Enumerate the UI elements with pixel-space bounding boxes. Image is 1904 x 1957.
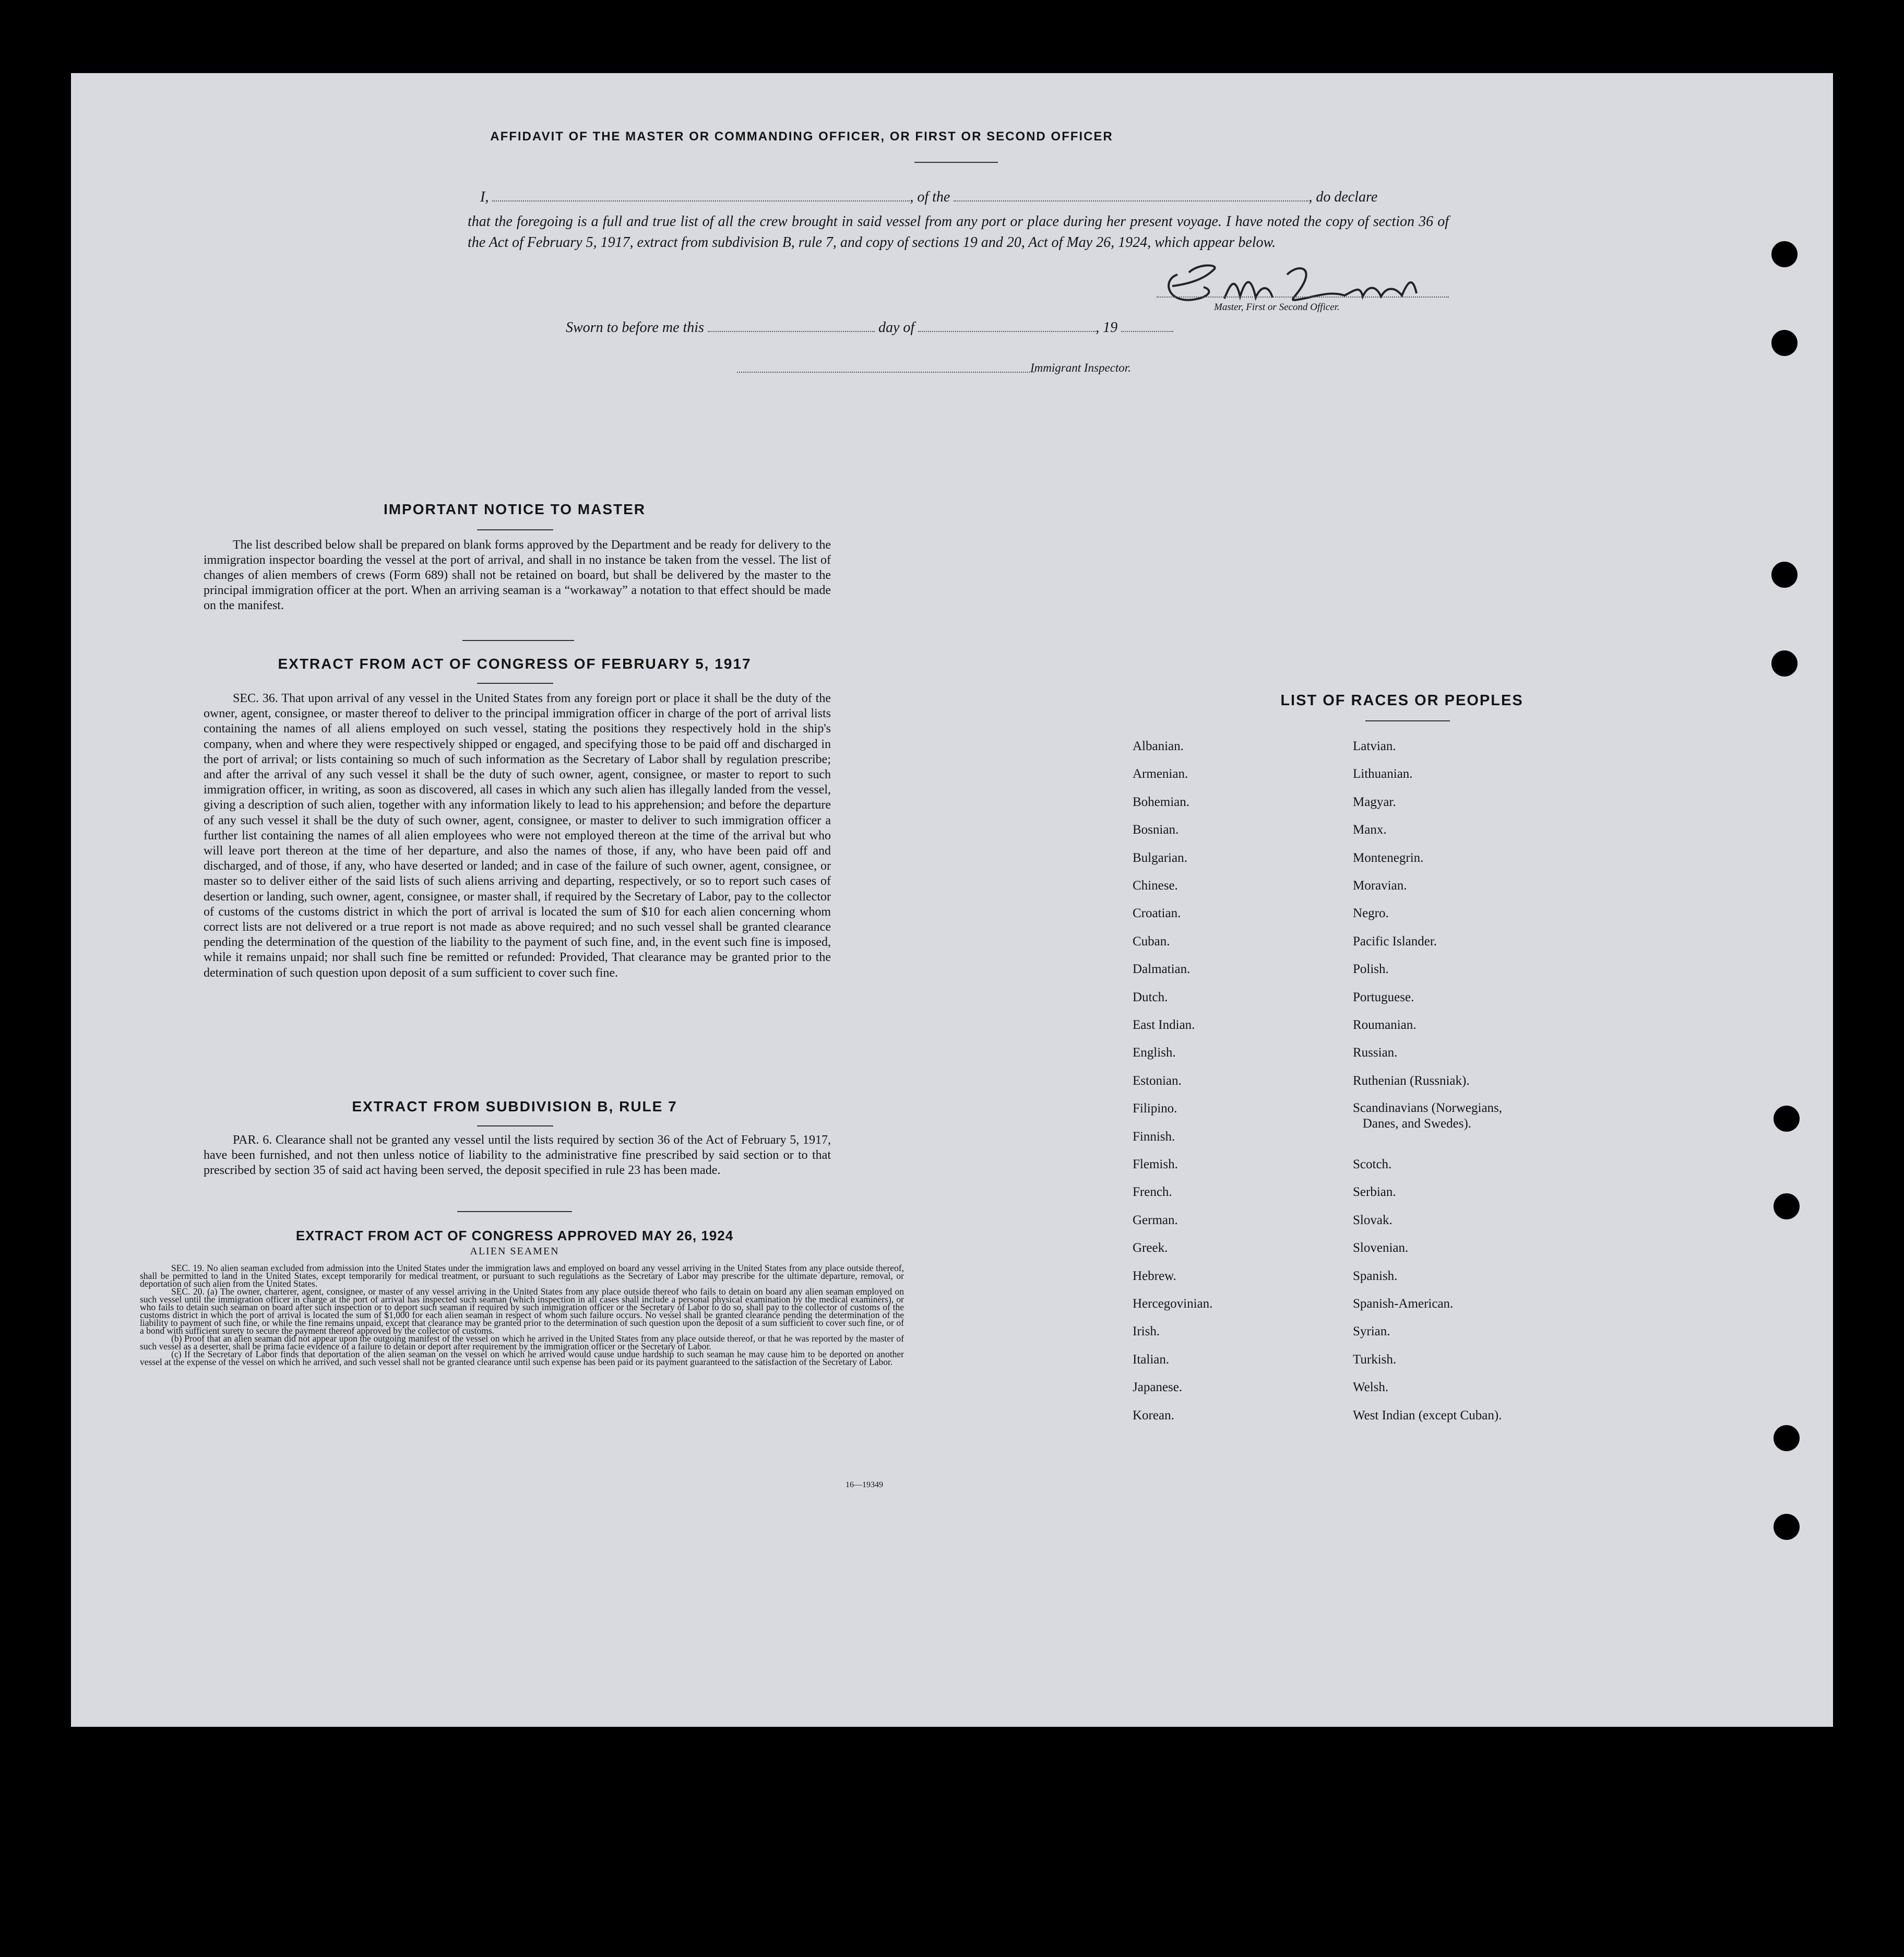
race-item: Hebrew. <box>1133 1268 1176 1283</box>
binder-hole <box>1774 1106 1800 1132</box>
race-item: Hercegovinian. <box>1133 1297 1213 1311</box>
alien-seamen-subtitle: ALIEN SEAMEN <box>470 1246 560 1257</box>
affidavit-title: AFFIDAVIT OF THE MASTER OR COMMANDING OFFICER, OR FIRST OR SECOND OFFICER <box>490 129 1113 144</box>
race-item: Dutch. <box>1133 990 1168 1004</box>
race-item: Spanish-American. <box>1353 1297 1454 1311</box>
affidavit-text: that the foregoing is a full and true list of all the crew brought in said vessel from any port or place during her present voyage. I have noted the copy of section 36 of the Act of February 5, 1917, extract from subdivision B, rule 7, and copy of sections 19 and 20, Act of May 26, 1924, which appear below. <box>468 214 1449 251</box>
race-item: Irish. <box>1133 1324 1160 1339</box>
rule-7-end-rule <box>457 1211 572 1212</box>
binder-hole <box>1774 1425 1800 1451</box>
binder-hole <box>1774 1514 1800 1540</box>
section-19-text: SEC. 19. No alien seaman excluded from admission into the United States under the immigration laws and employed on board any vessel arriving in the United States from any place outside thereof, shall be permitted to land in the United States, except temporarily for medical treatment, or pursuant to such regulations as the Secretary of Labor may prescribe for the ultimate departure, removal, or deportation of such alien from the United States. <box>140 1263 904 1289</box>
extract-1917-title: EXTRACT FROM ACT OF CONGRESS OF FEBRUARY 5, 1917 <box>278 656 752 672</box>
races-title: LIST OF RACES OR PEOPLES <box>1280 692 1524 709</box>
section-20a-text: SEC. 20. (a) The owner, charterer, agent, consignee, or master of any vessel arriving in the United States from any place outside thereof who fails to detain on board any alien seaman employed on such vessel until the immigration officer in charge at the port of arrival has inspected such seaman (which inspection in all cases shall include a personal physical examination by the medical examiners), or who fails to detain such seaman on board after such inspection or to deport such seaman if required by such immigration officer or the Secretary of Labor to do so, shall pay to the collector of customs of the customs district in which the port of arrival is located the sum of $1,000 for each alien seaman in respect of whom such failure occurs. No vessel shall be granted clearance pending the determination of the liability to payment of such fine, or while the fine remains unpaid, except that clearance may be granted prior to the determination of such question upon the deposit of a sum sufficient to cover such fine, or of a bond with sufficient surety to secure the payment thereof approved by the collector of customs. <box>140 1286 904 1336</box>
race-item: Croatian. <box>1133 906 1181 921</box>
rule-7-title: EXTRACT FROM SUBDIVISION B, RULE 7 <box>352 1098 677 1114</box>
race-item: Japanese. <box>1133 1380 1183 1395</box>
binder-hole <box>1771 330 1798 356</box>
section-20c-text: (c) If the Secretary of Labor finds that deportation of the alien seaman on the vessel on which he arrived would cause undue hardship to such seaman he may cause him to be deported on another vessel at the expense of the vessel on which he arrived, and such vessel shall not be granted clearance until such expense has been paid or its payment guaranteed to the satisfaction of the Secretary of Labor. <box>140 1349 904 1367</box>
form-number: 16—19349 <box>846 1480 883 1489</box>
notice-title-rule <box>477 529 553 530</box>
i-label: I, <box>480 189 489 205</box>
race-item: Manx. <box>1353 823 1387 837</box>
race-item: German. <box>1133 1213 1178 1227</box>
name-blank[interactable] <box>492 200 910 201</box>
notice-text: The list described below shall be prepared on blank forms approved by the Department and be ready for delivery to the immigration inspector boarding the vessel at the port of arrival, and shall in no instance be taken from the vessel. The list of changes of alien members of crews (Form 689) shall not be retained on board, but shall be delivered by the master to the principal immigration officer at the port. When an arriving seaman is a “workaway” a notation to that effect should be made on the manifest. <box>204 538 831 612</box>
race-item: Flemish. <box>1133 1157 1178 1171</box>
race-item: Negro. <box>1353 906 1389 921</box>
race-item: Turkish. <box>1353 1352 1397 1367</box>
race-item: Scandinavians (Norwegians, Danes, and Swedes). <box>1353 1101 1503 1131</box>
race-item: Lithuanian. <box>1353 767 1413 781</box>
sworn-label: Sworn to before me this <box>566 319 704 336</box>
race-item: Bohemian. <box>1133 794 1190 809</box>
race-item: Slovak. <box>1353 1213 1393 1227</box>
race-item: Moravian. <box>1353 879 1407 893</box>
race-item: Korean. <box>1133 1408 1174 1422</box>
race-item: Slovenian. <box>1353 1241 1409 1255</box>
notice-end-rule <box>462 640 574 641</box>
binder-hole <box>1771 241 1798 267</box>
race-item: Syrian. <box>1353 1324 1390 1339</box>
vessel-blank[interactable] <box>954 200 1308 201</box>
inspector-line <box>737 372 1034 373</box>
notice-title: IMPORTANT NOTICE TO MASTER <box>383 501 646 517</box>
section-20b-text: (b) Proof that an alien seaman did not appear upon the outgoing manifest of the vessel on which he arrived in the United States from any place outside thereof, or that he was reported by the master of such vessel as a deserter, shall be prima facie evidence of a failure to detain or deport after requirement by the immigration officer or the Secretary of Labor. <box>140 1333 904 1351</box>
race-item: Cuban. <box>1133 934 1170 948</box>
sworn-day-blank[interactable] <box>708 331 875 332</box>
race-item: West Indian (except Cuban). <box>1353 1408 1502 1422</box>
race-item: Finnish. <box>1133 1129 1175 1144</box>
extract-1917-rule <box>477 683 553 684</box>
sworn-line <box>566 319 1173 336</box>
race-item: Bosnian. <box>1133 823 1179 837</box>
race-item: Ruthenian (Russniak). <box>1353 1073 1470 1088</box>
race-item: Magyar. <box>1353 794 1396 809</box>
day-of-label: day of <box>878 319 915 336</box>
affidavit-declaration-line <box>468 189 1378 206</box>
race-item: Albanian. <box>1133 739 1184 753</box>
of-the-label: , of the <box>910 189 950 205</box>
signature-line <box>1157 296 1449 298</box>
race-item: Italian. <box>1133 1352 1170 1367</box>
binder-hole <box>1771 650 1798 677</box>
race-item: Portuguese. <box>1353 990 1414 1004</box>
race-item: Roumanian. <box>1353 1018 1417 1032</box>
race-item: Filipino. <box>1133 1101 1177 1116</box>
race-item: Polish. <box>1353 962 1389 977</box>
signature-caption: Master, First or Second Officer. <box>1214 302 1340 313</box>
binder-hole <box>1774 1193 1800 1219</box>
race-item: Montenegrin. <box>1353 850 1424 865</box>
race-item: Dalmatian. <box>1133 962 1191 977</box>
race-item: Scotch. <box>1353 1157 1392 1171</box>
race-item: Chinese. <box>1133 879 1178 893</box>
paragraph-6-text: PAR. 6. Clearance shall not be granted any vessel until the lists required by section 36 of the Act of February 5, 1917, have been furnished, and not then unless notice of liability to the administrative fine prescribed by said section or to that prescribed by section 35 of said act having been served, the deposit specified in rule 23 has been made. <box>204 1133 831 1177</box>
affidavit-title-rule <box>914 162 998 163</box>
sworn-month-blank[interactable] <box>918 331 1096 332</box>
year-prefix-label: , 19 <box>1096 319 1118 336</box>
sworn-year-blank[interactable] <box>1121 331 1173 332</box>
race-item: English. <box>1133 1046 1176 1060</box>
race-item: Spanish. <box>1353 1268 1398 1283</box>
race-item: Bulgarian. <box>1133 850 1187 865</box>
inspector-caption: Immigrant Inspector. <box>1030 361 1131 374</box>
race-item: French. <box>1133 1185 1172 1200</box>
race-item: East Indian. <box>1133 1018 1195 1032</box>
race-item: Serbian. <box>1353 1185 1396 1200</box>
race-item: Welsh. <box>1353 1380 1389 1395</box>
section-36-text: SEC. 36. That upon arrival of any vessel in the United States from any foreign port or place it shall be the duty of the owner, agent, consignee, or master thereof to deliver to the principal immigration officer in charge of the port of arrival lists containing the names of all aliens employed on such vessel, stating the positions they respectively hold in the ship's company, when and where they were respectively shipped or engaged, and specifying those to be paid off and discharged in the port of arrival; or lists containing so much of such information as the Secretary of Labor shall by regulation prescribe; and after the arrival of any such vessel it shall be the duty of such owner, agent, consignee, or master to report to such immigration officer, in writing, as soon as discovered, all cases in which any such alien has illegally landed from the vessel, giving a description of such alien, together with any information likely to lead to his apprehension; and before the departure of any such vessel it shall be the duty of such owner, agent, consignee, or master to deliver to such immigration officer a further list containing the names of all alien employees who were not employed thereon at the time of the arrival but who will leave port thereon at the time of her departure, and also the names of those, if any, who have been paid off and discharged, and of those, if any, who have deserted or landed; and in case of the failure of such owner, agent, consignee, or master so to deliver either of the said lists of such aliens arriving and departing, respectively, or so to report such cases of desertion or landing, such owner, agent, consignee, or master shall, if required by the Secretary of Labor, pay to the collector of customs of the customs district in which the port of arrival is located the sum of $10 for each alien concerning whom correct lists are not delivered or a true report is not made as above required; and no such vessel shall be granted clearance pending the determination of the question of the liability to the payment of such fine, and, in the event such fine is imposed, while it remains unpaid; nor shall such fine be remitted or refunded: Provided, That clearance may be granted prior to the determination of such question upon deposit of a sum sufficient to cover such fine. <box>204 692 831 980</box>
race-item: Armenian. <box>1133 767 1188 781</box>
rule-7-rule <box>477 1125 553 1126</box>
extract-1924-title: EXTRACT FROM ACT OF CONGRESS APPROVED MAY 26, 1924 <box>295 1228 734 1243</box>
race-item: Estonian. <box>1133 1073 1182 1088</box>
race-item: Latvian. <box>1353 739 1396 753</box>
races-title-rule <box>1365 720 1450 721</box>
race-item: Pacific Islander. <box>1353 934 1437 948</box>
extract-1924-body <box>140 1264 904 1366</box>
race-item: Greek. <box>1133 1241 1168 1255</box>
document-page <box>71 73 1833 1727</box>
declare-label: , do declare <box>1308 189 1378 205</box>
race-item: Russian. <box>1353 1046 1398 1060</box>
binder-hole <box>1771 562 1798 588</box>
